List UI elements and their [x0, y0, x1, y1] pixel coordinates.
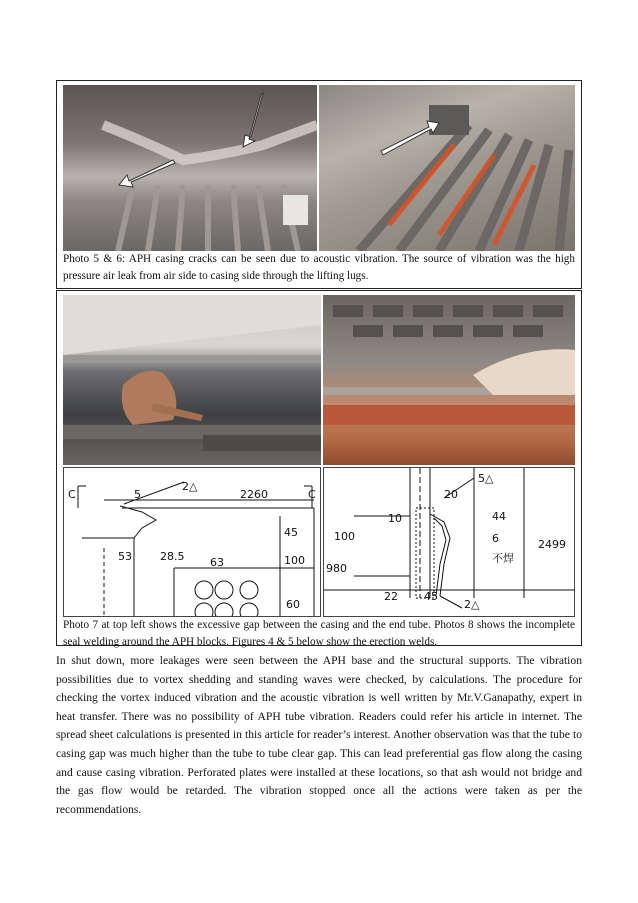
- photo-7-casing-gap: [63, 295, 321, 465]
- dim-100: 100: [334, 530, 355, 543]
- weld-symbol-bottom: 2△: [464, 598, 480, 611]
- dim-5: 5: [134, 488, 141, 501]
- dim-2260: 2260: [240, 488, 268, 501]
- dim-45: 45: [284, 526, 298, 539]
- dim-60: 60: [286, 598, 300, 611]
- dim-22: 22: [384, 590, 398, 603]
- weld-symbol: 2△: [182, 480, 198, 493]
- photo-8-incomplete-seal-weld: [323, 295, 575, 465]
- photo-5-aph-casing-crack: [63, 85, 317, 251]
- section-mark-left: C: [68, 488, 76, 501]
- dim-10: 10: [388, 512, 402, 525]
- dim-63: 63: [210, 556, 224, 569]
- dim-44: 44: [492, 510, 506, 523]
- photo-7-8-panel: [56, 290, 582, 646]
- dim-20: 20: [444, 488, 458, 501]
- photo-5-6-panel: [56, 80, 582, 289]
- dim-53: 53: [118, 550, 132, 563]
- no-weld-note: 不焊: [492, 552, 514, 565]
- dim-980: 980: [326, 562, 347, 575]
- dim-45: 45: [424, 590, 438, 603]
- section-mark-right: C: [308, 488, 316, 501]
- dim-100: 100: [284, 554, 305, 567]
- photo-6-aph-casing-crack: [319, 85, 575, 251]
- figure-5-erection-weld-drawing: [323, 467, 575, 617]
- photo-5-6-caption: Photo 5 & 6: APH casing cracks can be seen due to acoustic vibration. The source of vibration was the high pressure air leak from air side to casing side through the lifting lugs.: [63, 253, 575, 282]
- dim-28-5: 28.5: [160, 550, 185, 563]
- body-paragraph: In shut down, more leakages were seen between the APH base and the structural supports. The vibration possibilities due to vortex shedding and standing waves were checked, by calculations. The procedure for checking the vortex induced vibration and the acoustic vibration is well written by Mr.V.Ganapathy, expert in heat transfer. There was no possibility of APH tube vibration. Readers could refer his article in internet. The spread sheet calculations is presented in this article for reader’s interest. Another observation was that the tube to casing gap was much higher than the tube to tube clear gap. This can lead preferential gas flow along the casing and cause casing vibration. Perforated plates were installed at these locations, so that ash would not bridge and the gas flow would be retarded. The vibration stopped once all the actions were taken as per the recommendations.: [56, 654, 582, 816]
- weld-symbol-top: 5△: [478, 472, 494, 485]
- photo-7-8-caption: Photo 7 at top left shows the excessive gap between the casing and the end tube. Photos 8 shows the incomplete seal welding around the APH blocks. Figures 4 & 5 below show the erection welds.: [63, 619, 575, 648]
- dim-6: 6: [492, 532, 499, 545]
- dim-2499: 2499: [538, 538, 566, 551]
- figure-4-erection-weld-drawing: [63, 467, 321, 617]
